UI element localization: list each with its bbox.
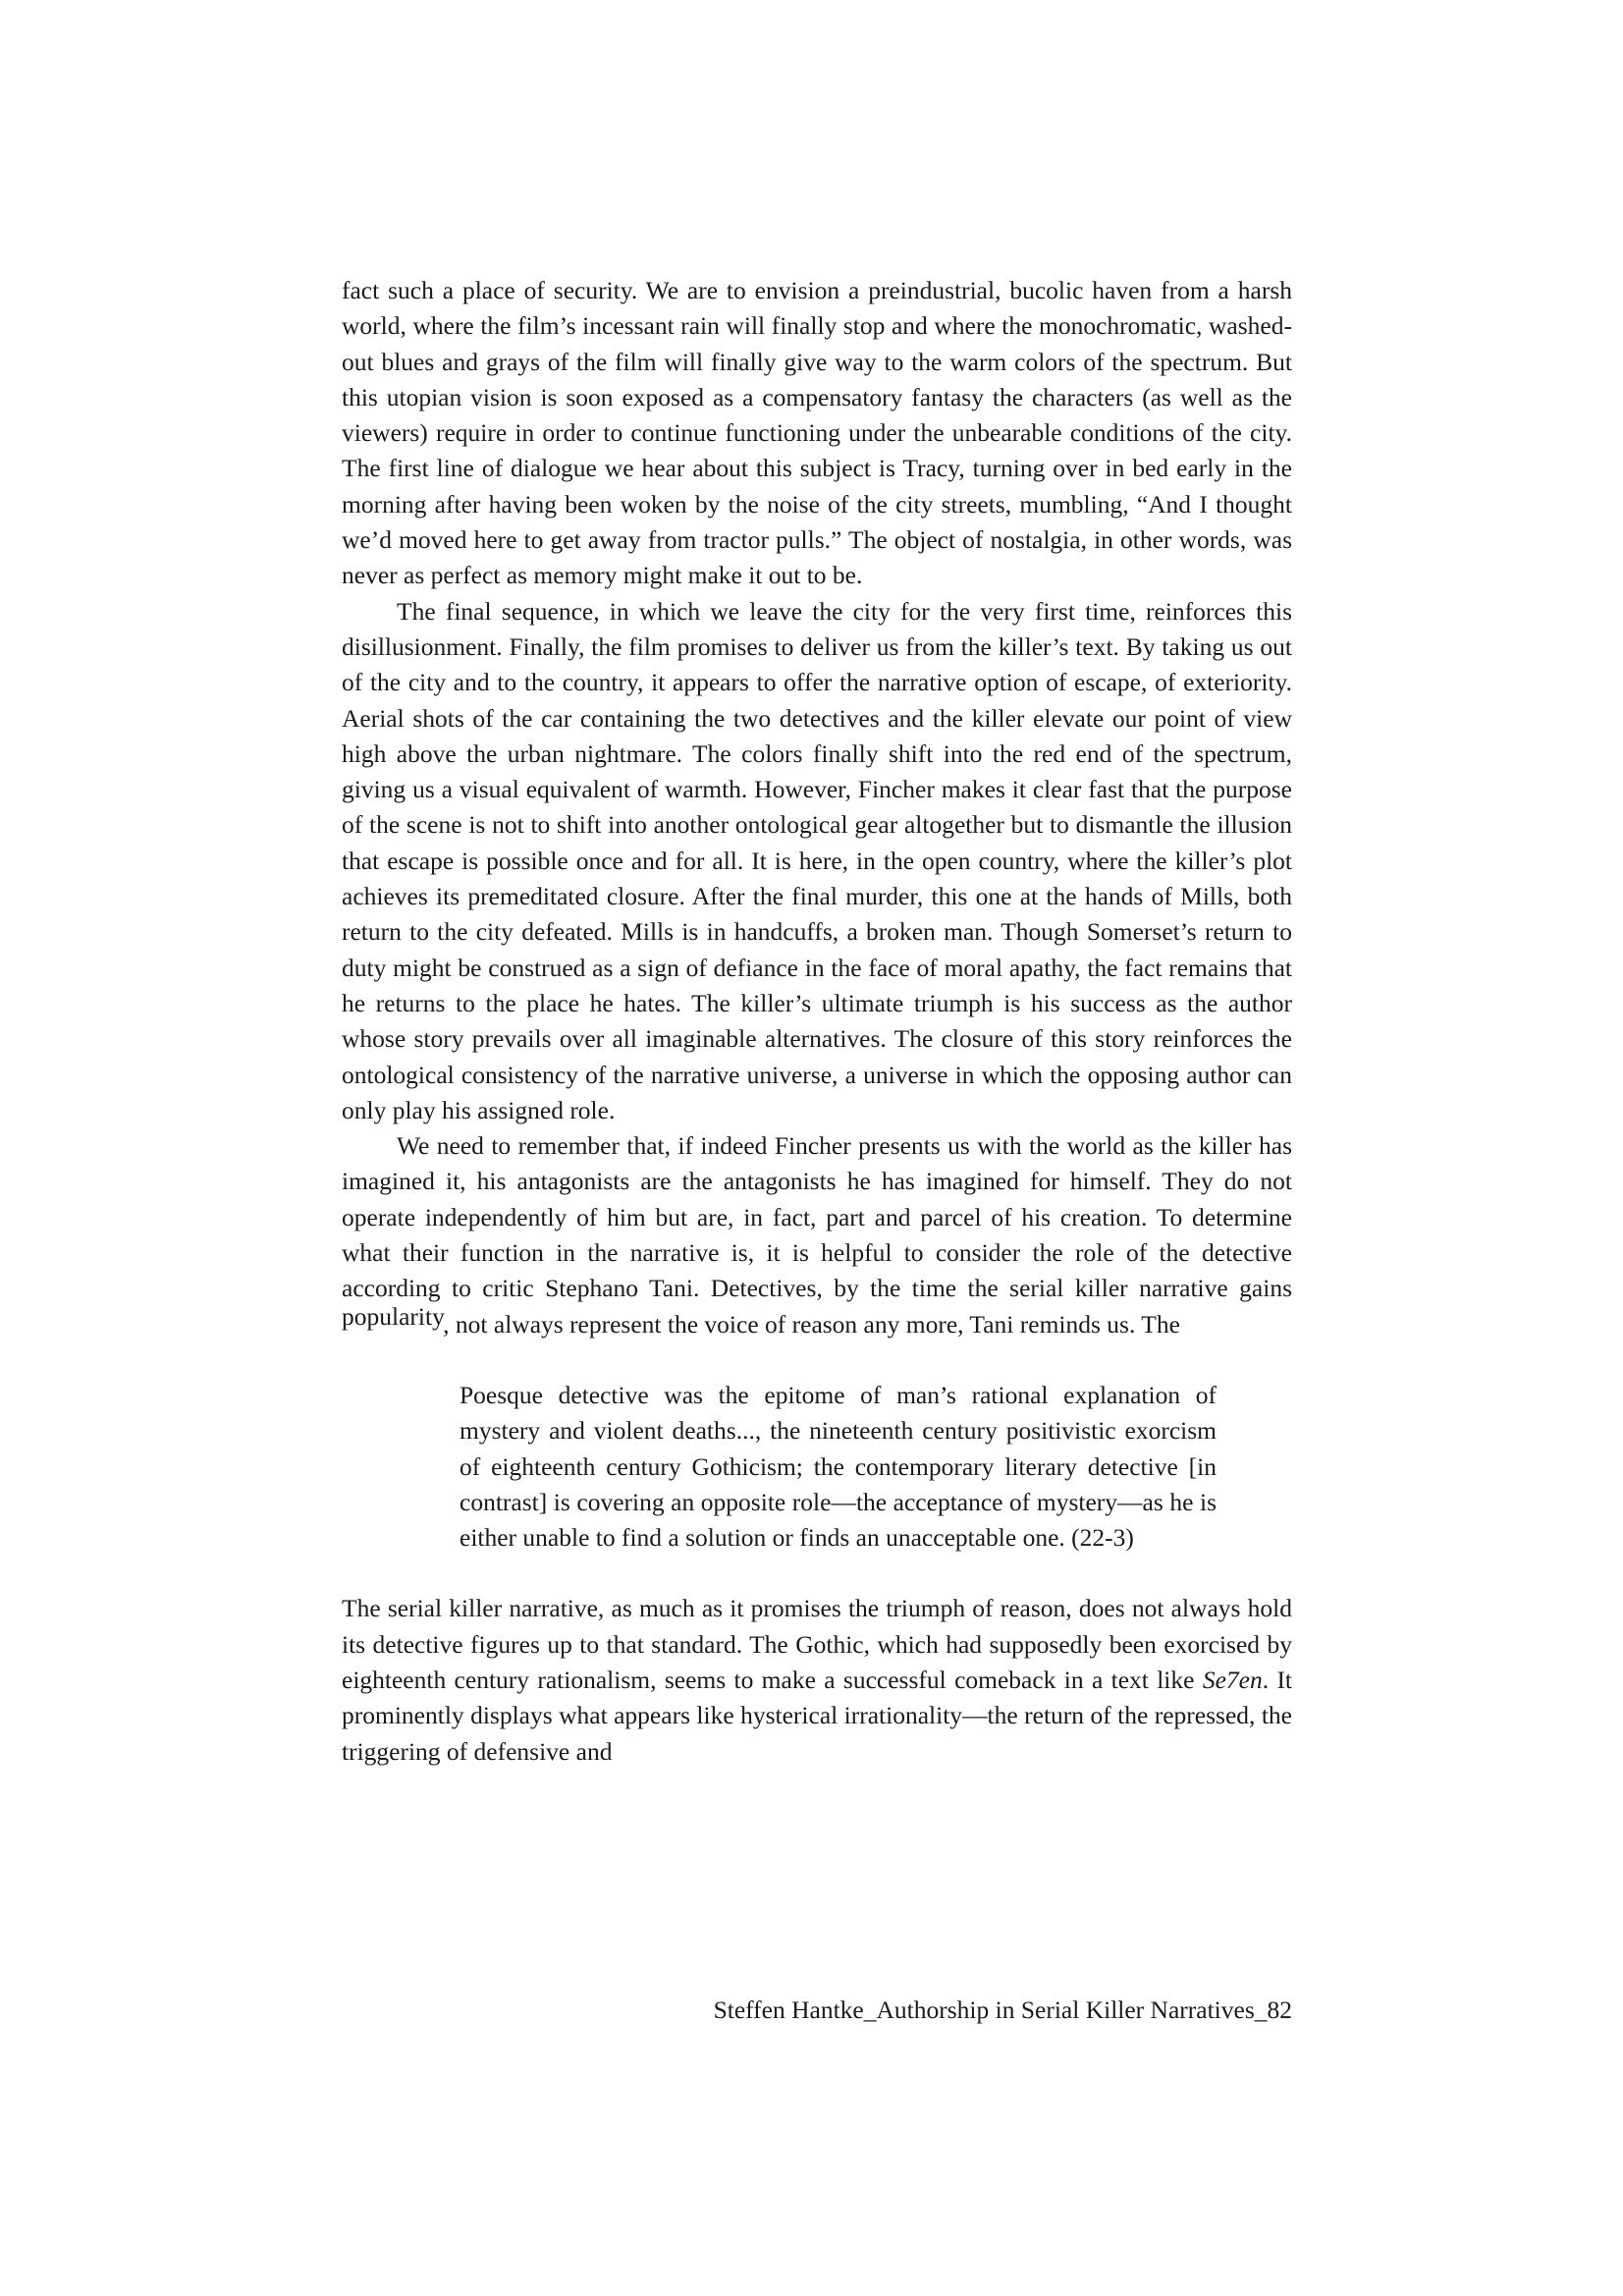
raised-word: popularity: [342, 1301, 444, 1331]
body-paragraph: The final sequence, in which we leave the city for the very first time, reinforces this disillusionment. Finally, the film promises to deliver us from the killer’s text. By taking us out of the city and to the country, it appears to offer the narrative option of escape, of exteriority. Aerial shots of the car containing the two detectives and the killer elevate our point of view high above the urban nightmare. The colors finally shift into the red end of the spectrum, giving us a visual equivalent of warmth. However, Fincher makes it clear fast that the purpose of the scene is not to shift into another ontological gear altogether but to dismantle the illusion that escape is possible once and for all. It is here, in the open country, where the killer’s plot achieves its premeditated closure. After the final murder, this one at the hands of Mills, both return to the city defeated. Mills is in handcuffs, a broken man. Though Somerset’s return to duty might be construed as a sign of defiance in the face of moral apathy, the fact remains that he returns to the place he hates. The killer’s ultimate triumph is his success as the author whose story prevails over all imaginable alternatives. The closure of this story reinforces the ontological consistency of the narrative universe, a universe in which the opposing author can only play his assigned role.: [342, 596, 1292, 1124]
paragraph-text: , not always represent the voice of reason any more, Tani reminds us. The: [443, 1309, 1180, 1339]
film-title: Se7en: [1202, 1665, 1263, 1694]
body-paragraph: [342, 1128, 1292, 1342]
paragraph-text: The serial killer narrative, as much as it promises the triumph of reason, does not always hold its detective figures up to that standard. The Gothic, which had supposedly been exorcised by eighteenth century rationalism, seems to make a successful comeback in a text like: [342, 1594, 1292, 1694]
body-paragraph: fact such a place of security. We are to envision a preindustrial, bucolic haven from a harsh world, where the film’s incessant rain will finally stop and where the monochromatic, washed-out blues and grays of the film will finally give way to the warm colors of the spectrum. But this utopian vision is soon exposed as a compensatory fantasy the characters (as well as the viewers) require in order to continue functioning under the unbearable conditions of the city. The first line of dialogue we hear about this subject is Tracy, turning over in bed early in the morning after having been woken by the noise of the city streets, mumbling, “And I thought we’d moved here to get away from tractor pulls.” The object of nostalgia, in other words, was never as perfect as memory might make it out to be.: [342, 276, 1292, 590]
body-paragraph: [342, 1591, 1292, 1769]
paragraph-text: We need to remember that, if indeed Fincher presents us with the world as the killer has imagined it, his antagonists are the antagonists he has imagined for himself. They do not operate independently of him but are, in fact, part and parcel of his creation. To determine what their function in the narrative is, it is helpful to consider the role of the detective according to critic Stephano Tani. Detectives, by the time the serial killer narrative gains: [342, 1131, 1292, 1303]
paragraph-text: . It prominently displays what appears like hysterical irrationality—the return of the repressed, the triggering of defensive and: [342, 1665, 1293, 1766]
page-body: [342, 273, 1292, 1770]
running-footer: Steffen Hantke_Authorship in Serial Killer Narratives_82: [713, 1995, 1292, 2024]
block-quote: Poesque detective was the epitome of man’s rational explanation of mystery and violent deaths..., the nineteenth century positivistic exorcism of eighteenth century Gothicism; the contemporary literary detective [in contrast] is covering an opposite role—the acceptance of mystery—as he is either unable to find a solution or finds an unacceptable one. (22-3): [460, 1380, 1217, 1553]
